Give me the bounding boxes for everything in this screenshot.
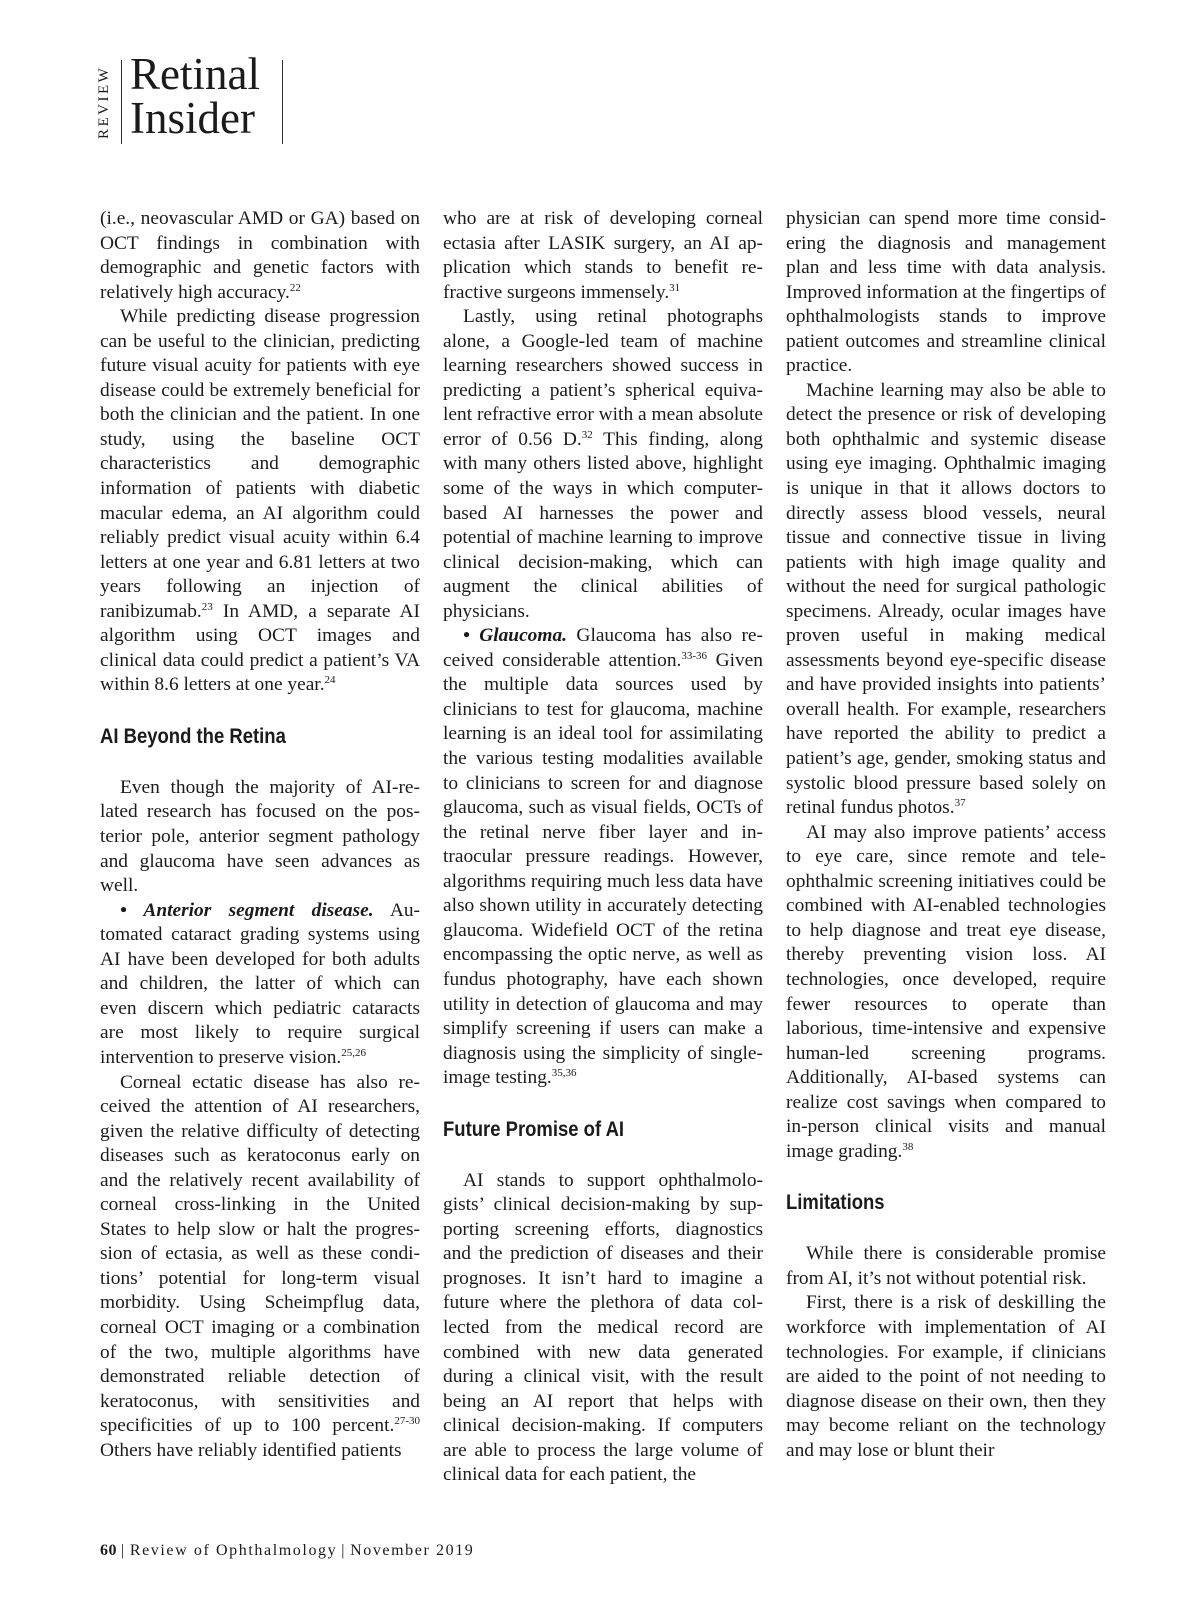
paragraph: Corneal ectatic disease has also received the attention of AI researchers, given the relative difficulty of detecting diseases such as keratoconus early on and the relatively recent availability of corneal cross-linking in the United States to help slow or halt the progression of ectasia, as well as these conditions’ potential for long-term visual morbidity. Using Scheimpflug data, corneal OCT imaging or a combination of the two, multiple algorithms have demonstrated reliable detection of keratoconus, with sensitivities and specificities of up to 100 percent.$^{27-30}$ Others have reliably identified patients bbox=[100, 1071, 420, 1461]
page-number: 60 bbox=[100, 1542, 117, 1559]
citation: 23 bbox=[201, 600, 213, 613]
paragraph: AI may also improve patients’ access to eye care, since remote and tele-ophthalmic screening initiatives could be combined with AI-enabled technologies to help diagnose and treat eye disease, thereby preventing vision loss. AI technologies, once developed, require fewer resources to operate than laborious, time-intensive and expensive human-led screening programs. Additionally, AI-based systems can realize cost savings when compared to in-person clinical visits and manual image grading.$^{38}$ bbox=[786, 821, 1106, 1162]
column-1 bbox=[100, 207, 420, 1463]
footer-separator: | bbox=[341, 1542, 347, 1559]
masthead-title-line2: Insider bbox=[130, 93, 255, 143]
section-heading: AI Beyond the Retina bbox=[100, 724, 286, 748]
column-3 bbox=[786, 207, 1106, 1463]
footer-separator: | bbox=[121, 1542, 126, 1559]
citation: 35,36 bbox=[551, 1067, 577, 1080]
citation: 37 bbox=[954, 797, 966, 810]
paragraph: (i.e., neovascular AMD or GA) based on OCT findings in combination with demographic and genetic factors with relatively high accuracy.$^{22}$ bbox=[100, 208, 420, 303]
paragraph: physician can spend more time considering the diagnosis and management plan and less time with data analysis. Improved information at the fingertips of ophthalmologists stands to improve patient outcomes and streamline clinical practice. bbox=[786, 208, 1106, 377]
citation: 38 bbox=[902, 1140, 914, 1153]
citation: 33-36 bbox=[681, 649, 708, 662]
bullet-lead: • Glaucoma. bbox=[463, 625, 568, 647]
masthead-rule-left bbox=[121, 60, 122, 144]
bullet-lead: • Anterior segment disease. bbox=[120, 899, 374, 921]
review-label: REVIEW bbox=[96, 65, 112, 139]
paragraph: who are at risk of developing corneal ectasia after LASIK surgery, an AI application which stands to benefit refractive surgeons immensely.$^{31}$ bbox=[443, 208, 763, 303]
paragraph: While predicting disease progression can be useful to the clinician, predicting future visual acuity for patients with eye disease could be extremely beneficial for both the clinician and the patient. In one study, using the baseline OCT characteristics and demographic information of patients with diabetic macular edema, an AI algorithm could reliably predict visual acuity within 6.4 letters at one year and 6.81 letters at two years following an injection of ranibizumab.$^{23}$ In AMD, a separate AI algorithm using OCT images and clinical data could predict a patient’s VA within 8.6 letters at one year.$^{24}$ bbox=[100, 306, 420, 696]
masthead-rule-right bbox=[282, 60, 283, 144]
paragraph: While there is considerable promise from AI, it’s not without potential risk. bbox=[786, 1243, 1106, 1289]
column-2 bbox=[443, 207, 763, 1488]
citation: 32 bbox=[581, 428, 593, 441]
citation: 22 bbox=[289, 281, 301, 294]
section-heading: Limitations bbox=[786, 1191, 885, 1215]
paragraph: • Anterior segment disease. Automated cataract grading systems using AI have been developed for both adults and children, the latter of which can even discern which pediatric cataracts are most likely to require surgical intervention to preserve vision.$^{25,26}$ bbox=[100, 899, 420, 1068]
section-heading: Future Promise of AI bbox=[443, 1117, 625, 1141]
issue-date: November 2019 bbox=[350, 1542, 475, 1559]
paragraph: Machine learning may also be able to detect the presence or risk of developing both ophthalmic and systemic disease using eye imaging. Ophthalmic imaging is unique in that it allows doctors to directly assess blood vessels, neural tissue and connective tissue in living patients with high image quality and without the need for surgical pathologic specimens. Already, ocular images have proven useful in making medical assessments beyond eye-specific disease and have provided insights into patients’ overall health. For example, researchers have reported the ability to predict a patient’s age, gender, smoking status and systolic blood pressure based solely on retinal fundus photos.$^{37}$ bbox=[786, 379, 1106, 819]
citation: 31 bbox=[669, 281, 681, 294]
citation: 25,26 bbox=[341, 1046, 366, 1059]
paragraph: • Glaucoma. Glaucoma has also received considerable attention.$^{33-36}$ Given the multiple data sources used by clinicians to test for glaucoma, machine learning is an ideal tool for assimilating the various testing modalities available to clinicians to screen for and diagnose glaucoma, such as visual fields, OCTs of the retinal nerve fiber layer and intraocular pressure readings. However, algorithms requiring much less data have also shown utility in accurately detecting glaucoma. Widefield OCT of the retina encompassing the optic nerve, as well as fundus photography, have each shown utility in detection of glaucoma and may simplify screening if users can make a diagnosis using the simplicity of single-image testing.$^{35,36}$ bbox=[443, 625, 763, 1089]
citation: 27-30 bbox=[394, 1415, 420, 1428]
paragraph: First, there is a risk of deskilling the workforce with implementation of AI technologies. For example, if clinicians are aided to the point of not needing to diagnose disease on their own, then they may become reliant on the technology and may lose or blunt their bbox=[786, 1292, 1106, 1461]
page-footer bbox=[100, 1542, 474, 1560]
paragraph: Lastly, using retinal photographs alone, a Google-led team of machine learning researchers showed success in predicting a patient’s spherical equivalent refractive error with a mean absolute error of 0.56 D.$^{32}$ This finding, along with many others listed above, highlight some of the ways in which computer-based AI harnesses the power and potential of machine learning to improve clinical decision-making, which can augment the clinical abilities of physicians. bbox=[443, 306, 764, 622]
paragraph: AI stands to support ophthalmologists’ clinical decision-making by supporting screening efforts, diagnostics and the prediction of diseases and their prognoses. It isn’t hard to imagine a future where the plethora of data collected from the medical record are combined with new data generated during a clinical visit, with the result being an AI report that helps with clinical decision-making. If computers are able to process the large volume of clinical data for each patient, the bbox=[443, 1169, 763, 1486]
citation: 24 bbox=[324, 674, 336, 687]
publication-name: Review of Ophthalmology bbox=[129, 1542, 338, 1559]
paragraph: Even though the majority of AI-related research has focused on the posterior pole, anterior segment pathology and glaucoma have seen advances as well. bbox=[100, 776, 420, 897]
masthead-title bbox=[130, 49, 280, 143]
masthead-title-line1: Retinal bbox=[130, 49, 260, 99]
